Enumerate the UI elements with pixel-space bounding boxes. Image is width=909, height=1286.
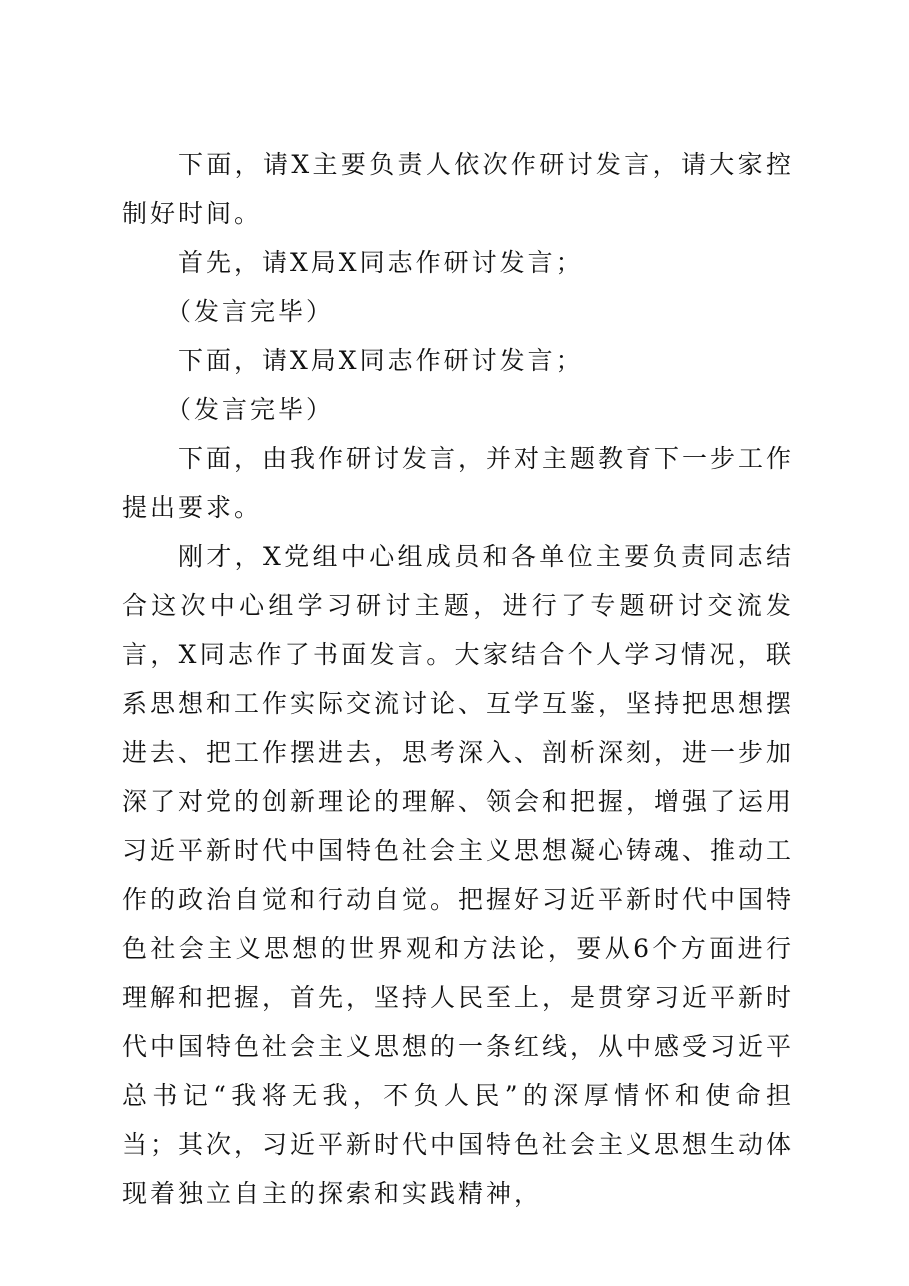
paragraph-6: 下面，由我作研讨发言，并对主题教育下一步工作提出要求。 bbox=[122, 444, 795, 522]
paragraph-7: 刚才，X党组中心组成员和各单位主要负责同志结合这次中心组学习研讨主题，进行了专题研讨交流发言，X同志作了书面发言。大家结合个人学习情况，联系思想和工作实际交流讨论、互学互鉴，坚持把思想摆进去、把工作摆进去，思考深入、剖析深刻，进一步加深了对党的创新理论的理解、领会和把握，增强了运用习近平新时代中国特色社会主义思想凝心铸魂、推动工作的政治自觉和行动自觉。把握好习近平新时代中国特色社会主义思想的世界观和方法论，要从6个方面进行理解和把握，首先，坚持人民至上，是贯穿习近平新时代中国特色社会主义思想的一条红线，从中感受习近平总书记“我将无我，不负人民”的深厚情怀和使命担当；其次，习近平新时代中国特色社会主义思想生动体现着独立自主的探索和实践精神， bbox=[122, 542, 795, 1208]
paragraph-3: （发言完毕） bbox=[166, 297, 335, 326]
document-body bbox=[122, 140, 794, 1218]
paragraph-2: 首先，请X局X同志作研讨发言； bbox=[178, 248, 584, 277]
paragraph-5: （发言完毕） bbox=[166, 395, 335, 424]
paragraph-1: 下面，请X主要负责人依次作研讨发言，请大家控制好时间。 bbox=[122, 150, 794, 228]
paragraph-4: 下面，请X局X同志作研讨发言； bbox=[178, 346, 584, 375]
